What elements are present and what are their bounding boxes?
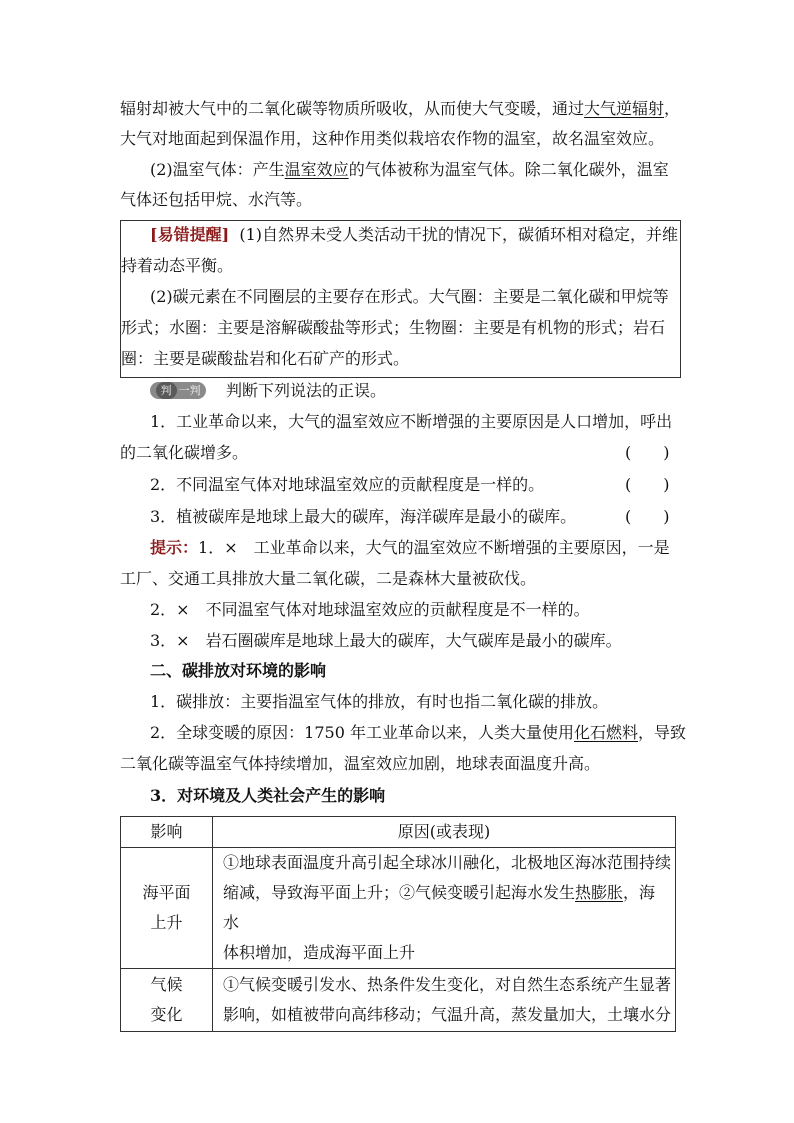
para2-text-end: 的气体被称为温室气体。除二氧化碳外，温室 <box>348 160 669 179</box>
answer-1-text: 1．× 工业革命以来，大气的温室效应不断增强的主要原因，一是 <box>198 538 670 557</box>
question-1-line1: 1．工业革命以来，大气的温室效应不断增强的主要原因是人口增加，呼出 <box>150 412 673 431</box>
table-cell-cause <box>213 969 676 1032</box>
cause-line2-text: 缩减，导致海平面上升；②气候变暖引起海水发生 <box>223 883 576 902</box>
cause-line2: 影响，如植被带向高纬移动；气温升高，蒸发量加大，土壤水分 <box>223 1005 672 1024</box>
point2-text-end: ，导致 <box>638 723 687 742</box>
tip-line2: 持着动态平衡。 <box>121 256 234 275</box>
table-row <box>121 848 676 969</box>
para2-text: (2)温室气体：产生 <box>150 160 285 179</box>
para1-text-end: ， <box>664 99 681 118</box>
cause-line3: 体积增加，造成海平面上升 <box>223 943 416 962</box>
answer-1-line1 <box>150 537 670 559</box>
question-3: 3．植被碳库是地球上最大的碳库，海洋碳库是最小的碳库。 <box>150 507 577 526</box>
section2-point-2-line1 <box>150 722 686 744</box>
para2-underlined-term: 温室效应 <box>284 160 349 179</box>
answer-blank-2: ( ) <box>625 475 670 494</box>
tip-text: (1)自然界未受人类活动干扰的情况下，碳循环相对稳定，并维 <box>239 225 678 244</box>
judge-badge-char: 判 <box>156 382 177 399</box>
impact-label-line2: 上升 <box>150 913 183 932</box>
answer-1-line2: 工厂、交通工具排放大量二氧化碳，二是森林大量被砍伐。 <box>120 569 537 588</box>
para1-line2: 大气对地面起到保温作用，这种作用类似栽培农作物的温室，故名温室效应。 <box>120 129 665 148</box>
impact-label-line1: 气候 <box>150 975 183 994</box>
tip-line5: 圈：主要是碳酸盐岩和化石矿产的形式。 <box>121 349 410 368</box>
table-header-row <box>121 817 676 848</box>
answer-blank-1: ( ) <box>625 443 670 462</box>
table-cell-cause <box>213 848 676 969</box>
tip-line3: (2)碳元素在不同圈层的主要存在形式。大气圈：主要是二氧化碳和甲烷等 <box>150 287 669 306</box>
para1-text: 辐射却被大气中的二氧化碳等物质所吸收，从而使大气变暖，通过 <box>120 99 585 118</box>
section2-point-2-line2: 二氧化碳等温室气体持续增加，温室效应加剧，地球表面温度升高。 <box>120 754 601 773</box>
question-2: 2．不同温室气体对地球温室效应的贡献程度是一样的。 <box>150 475 545 494</box>
cause-line1: ①气候变暖引发水、热条件发生变化，对自然生态系统产生显著 <box>223 975 672 994</box>
section-heading: 二、碳排放对环境的影响 <box>150 661 327 680</box>
point2-text: 2．全球变暖的原因：1750 年工业革命以来，人类大量使用 <box>150 723 574 742</box>
table-header-cause: 原因(或表现) <box>213 817 676 848</box>
section2-point-3: 3．对环境及人类社会产生的影响 <box>150 786 386 805</box>
answer-blank-3: ( ) <box>625 507 670 526</box>
para1-underlined-term: 大气逆辐射 <box>584 99 665 118</box>
answer-label: 提示： <box>150 538 199 557</box>
impact-label-line2: 变化 <box>150 1005 183 1024</box>
question-1-line2: 的二氧化碳增多。 <box>120 443 249 462</box>
cause-line1: ①地球表面温度升高引起全球冰川融化，北极地区海冰范围持续 <box>223 853 672 872</box>
table-cell-impact <box>121 848 213 969</box>
cause-line2 <box>219 878 675 938</box>
tip-line1 <box>150 224 678 246</box>
point2-underlined-term: 化石燃料 <box>574 723 639 742</box>
para2-line1 <box>150 159 669 181</box>
table-row <box>121 969 676 1032</box>
cause-underlined-term: 热膨胀 <box>575 883 624 902</box>
answer-3: 3．× 岩石圈碳库是地球上最大的碳库，大气碳库是最小的碳库。 <box>150 631 622 650</box>
impact-label-line1: 海平面 <box>142 883 191 902</box>
para2-line2: 气体还包括甲烷、水汽等。 <box>120 190 313 209</box>
table-header-impact: 影响 <box>121 817 213 848</box>
tip-line4: 形式；水圈：主要是溶解碳酸盐等形式；生物圈：主要是有机物的形式；岩石 <box>121 318 666 337</box>
table-cell-impact <box>121 969 213 1032</box>
answer-2: 2．× 不同温室气体对地球温室效应的贡献程度是不一样的。 <box>150 600 590 619</box>
judge-badge <box>150 382 206 399</box>
judge-badge-text: 一判 <box>178 384 201 397</box>
judge-intro: 判断下列说法的正误。 <box>226 381 387 400</box>
cause-line2-end: ，海水 <box>223 883 656 932</box>
para1-line1 <box>120 98 680 120</box>
effects-table <box>120 816 676 1032</box>
section2-point-1: 1．碳排放：主要指温室气体的排放，有时也指二氧化碳的排放。 <box>150 692 609 711</box>
tip-label: [易错提醒] <box>150 225 230 244</box>
